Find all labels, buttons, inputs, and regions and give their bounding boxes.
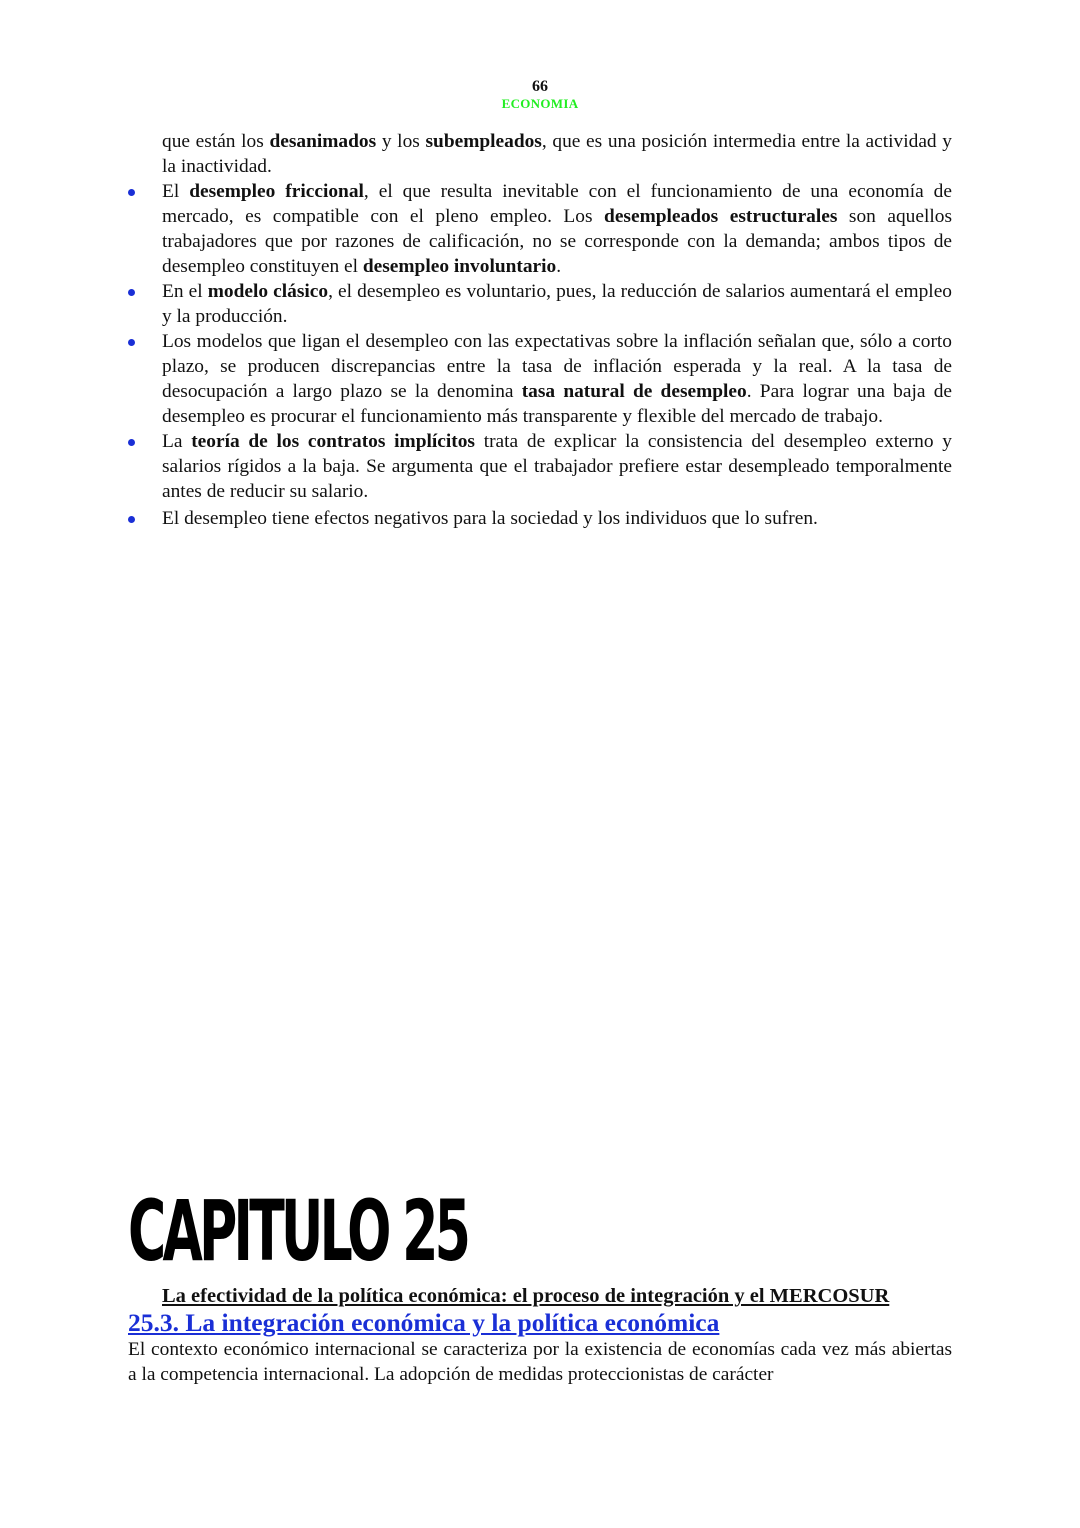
chapter-title: CAPITULO 25 (128, 1182, 468, 1280)
list-item: Los modelos que ligan el desempleo con las expectativas sobre la inflación señalan que, sólo a corto plazo, se producen discrepancias entre la tasa de inflación esperada y la real. A la tasa de desocupación a largo plazo se la denomina tasa natural de desempleo. Para lograr una baja de desempleo es procurar el funcionamiento más transparente y flexible del mercado de trabajo. (128, 329, 952, 429)
running-title: ECONOMIA (501, 96, 579, 111)
bullet-list (128, 179, 952, 531)
bullet-icon (128, 516, 135, 523)
list-item: En el modelo clásico, el desempleo es voluntario, pues, la reducción de salarios aumentará el empleo y la producción. (128, 279, 952, 329)
list-item: El desempleo friccional, el que resulta inevitable con el funcionamiento de una economía de mercado, es compatible con el pleno empleo. Los desempleados estructurales son aquellos trabajadores que por razones de calificación, no se corresponde con la demanda; ambos tipos de desempleo constituyen el desempleo involuntario. (128, 179, 952, 279)
bullet-icon (128, 289, 135, 296)
section-heading-link[interactable]: 25.3. La integración económica y la política económica (128, 1308, 720, 1337)
bullet-icon (128, 189, 135, 196)
bullet-icon (128, 339, 135, 346)
continuation-paragraph: que están los desanimados y los subempleados, que es una posición intermedia entre la actividad y la inactividad. (162, 131, 952, 177)
page-number: 66 (532, 78, 548, 95)
page-header (0, 78, 1080, 112)
list-item: El desempleo tiene efectos negativos para la sociedad y los individuos que lo sufren. (128, 506, 952, 531)
body-content (128, 129, 952, 531)
bullet-icon (128, 439, 135, 446)
list-item: La teoría de los contratos implícitos trata de explicar la consistencia del desempleo externo y salarios rígidos a la baja. Se argumenta que el trabajador prefiere estar desempleado temporalmente antes de reducir su salario. (128, 429, 952, 504)
section-body-paragraph: El contexto económico internacional se caracteriza por la existencia de economías cada vez más abiertas a la competencia internacional. La adopción de medidas proteccionistas de carácter (128, 1339, 952, 1385)
chapter-subtitle: La efectividad de la política económica: el proceso de integración y el MERCOSUR (162, 1285, 890, 1307)
